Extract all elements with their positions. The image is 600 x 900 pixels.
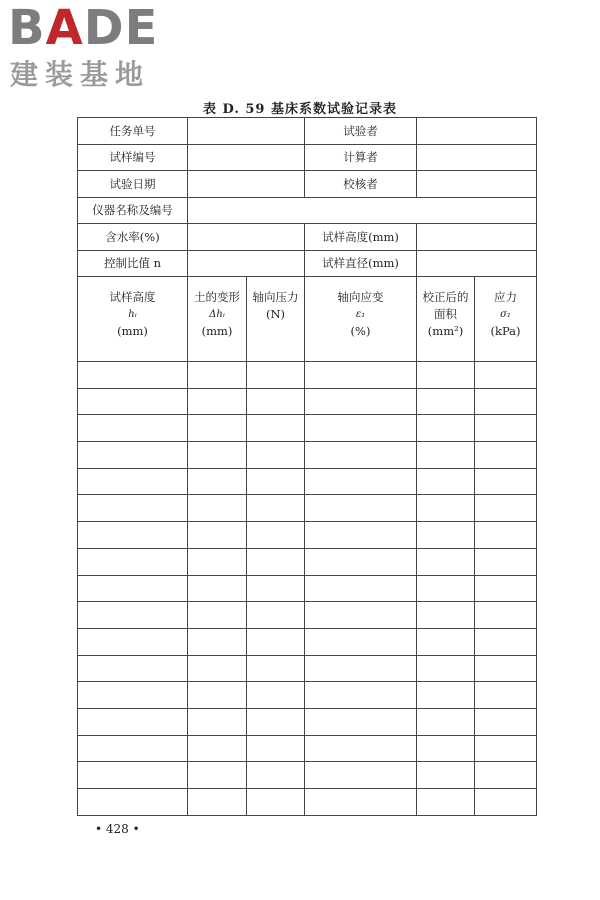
table-cell[interactable] xyxy=(305,575,417,602)
col-header-stress: 应力 σ₁ (kPa) xyxy=(475,277,537,362)
table-cell[interactable] xyxy=(188,789,247,816)
logo-subtitle: 建装基地 xyxy=(10,58,151,91)
col-header-axial-force: 轴向压力 (N) xyxy=(247,277,305,362)
table-cell[interactable] xyxy=(417,708,475,735)
table-cell[interactable] xyxy=(475,789,537,816)
table-cell[interactable] xyxy=(78,442,188,469)
table-cell[interactable] xyxy=(417,735,475,762)
table-cell[interactable] xyxy=(78,789,188,816)
table-row xyxy=(78,362,537,389)
table-cell[interactable] xyxy=(475,682,537,709)
table-cell[interactable] xyxy=(305,655,417,682)
table-cell[interactable] xyxy=(188,762,247,789)
calculator-label: 计算者 xyxy=(305,144,417,171)
test-date-label: 试验日期 xyxy=(78,171,188,198)
table-cell[interactable] xyxy=(305,628,417,655)
sample-diameter-field[interactable] xyxy=(417,250,537,277)
table-cell[interactable] xyxy=(417,575,475,602)
table-cell[interactable] xyxy=(475,628,537,655)
table-cell[interactable] xyxy=(417,388,475,415)
table-cell[interactable] xyxy=(475,362,537,389)
table-cell[interactable] xyxy=(78,762,188,789)
table-cell[interactable] xyxy=(188,602,247,629)
table-cell[interactable] xyxy=(475,735,537,762)
table-cell[interactable] xyxy=(305,362,417,389)
table-cell[interactable] xyxy=(247,522,305,549)
table-cell[interactable] xyxy=(475,602,537,629)
table-cell[interactable] xyxy=(417,362,475,389)
table-cell[interactable] xyxy=(188,548,247,575)
sample-no-label: 试样编号 xyxy=(78,144,188,171)
table-cell[interactable] xyxy=(417,415,475,442)
table-cell[interactable] xyxy=(247,548,305,575)
table-cell[interactable] xyxy=(78,362,188,389)
checker-label: 校核者 xyxy=(305,171,417,198)
table-row xyxy=(78,789,537,816)
table-cell[interactable] xyxy=(78,708,188,735)
table-cell[interactable] xyxy=(247,495,305,522)
table-row xyxy=(78,415,537,442)
table-cell[interactable] xyxy=(475,708,537,735)
table-row xyxy=(78,522,537,549)
table-cell[interactable] xyxy=(188,388,247,415)
col-header-sample-height: 试样高度 hᵢ (mm) xyxy=(78,277,188,362)
instrument-field[interactable] xyxy=(188,197,537,224)
table-cell[interactable] xyxy=(78,602,188,629)
table-row xyxy=(78,548,537,575)
table-cell[interactable] xyxy=(417,442,475,469)
table-cell[interactable] xyxy=(78,388,188,415)
table-cell[interactable] xyxy=(305,735,417,762)
table-cell[interactable] xyxy=(78,468,188,495)
table-cell[interactable] xyxy=(78,415,188,442)
table-cell[interactable] xyxy=(247,708,305,735)
table-cell[interactable] xyxy=(417,789,475,816)
sample-diameter-label: 试样直径(mm) xyxy=(305,250,417,277)
table-cell[interactable] xyxy=(475,468,537,495)
table-cell[interactable] xyxy=(247,362,305,389)
data-rows xyxy=(78,362,537,816)
meta-row-task xyxy=(78,118,537,145)
table-cell[interactable] xyxy=(247,628,305,655)
table-cell[interactable] xyxy=(188,655,247,682)
table-cell[interactable] xyxy=(188,362,247,389)
table-row xyxy=(78,708,537,735)
table-cell[interactable] xyxy=(475,442,537,469)
table-cell[interactable] xyxy=(475,575,537,602)
table-row xyxy=(78,735,537,762)
table-cell[interactable] xyxy=(475,388,537,415)
table-row xyxy=(78,575,537,602)
table-cell[interactable] xyxy=(188,468,247,495)
meta-row-moisture xyxy=(78,224,537,251)
control-ratio-field[interactable] xyxy=(188,250,305,277)
table-cell[interactable] xyxy=(475,548,537,575)
test-date-field[interactable] xyxy=(188,171,305,198)
table-cell[interactable] xyxy=(78,735,188,762)
table-cell[interactable] xyxy=(247,468,305,495)
table-cell[interactable] xyxy=(188,628,247,655)
table-cell[interactable] xyxy=(188,495,247,522)
table-cell[interactable] xyxy=(475,495,537,522)
sample-height-label: 试样高度(mm) xyxy=(305,224,417,251)
meta-row-control xyxy=(78,250,537,277)
table-row xyxy=(78,762,537,789)
table-cell[interactable] xyxy=(475,522,537,549)
table-row xyxy=(78,388,537,415)
table-cell[interactable] xyxy=(188,682,247,709)
table-cell[interactable] xyxy=(188,442,247,469)
table-cell[interactable] xyxy=(305,415,417,442)
task-no-label: 任务单号 xyxy=(78,118,188,145)
logo-wordmark: BADE xyxy=(8,0,159,56)
table-cell[interactable] xyxy=(305,708,417,735)
tester-field[interactable] xyxy=(417,118,537,145)
calculator-field[interactable] xyxy=(417,144,537,171)
table-cell[interactable] xyxy=(417,655,475,682)
table-cell[interactable] xyxy=(78,495,188,522)
meta-row-date xyxy=(78,171,537,198)
table-cell[interactable] xyxy=(247,762,305,789)
table-cell[interactable] xyxy=(417,602,475,629)
table-row xyxy=(78,468,537,495)
table-cell[interactable] xyxy=(78,682,188,709)
control-ratio-label: 控制比值 n xyxy=(78,250,188,277)
table-cell[interactable] xyxy=(78,628,188,655)
table-cell[interactable] xyxy=(78,548,188,575)
table-title: 表 D. 59 基床系数试验记录表 xyxy=(202,102,397,117)
table-cell[interactable] xyxy=(475,655,537,682)
table-cell[interactable] xyxy=(475,415,537,442)
table-cell[interactable] xyxy=(188,575,247,602)
table-cell[interactable] xyxy=(247,602,305,629)
table-cell[interactable] xyxy=(305,682,417,709)
moisture-label: 含水率(%) xyxy=(78,224,188,251)
table-cell[interactable] xyxy=(188,708,247,735)
table-cell[interactable] xyxy=(475,762,537,789)
table-row xyxy=(78,682,537,709)
sample-no-field[interactable] xyxy=(188,144,305,171)
table-cell[interactable] xyxy=(247,789,305,816)
table-cell[interactable] xyxy=(78,655,188,682)
table-cell[interactable] xyxy=(247,442,305,469)
col-header-deformation: 土的变形 Δhᵢ (mm) xyxy=(188,277,247,362)
meta-row-sample xyxy=(78,144,537,171)
table-cell[interactable] xyxy=(305,602,417,629)
sample-height-field[interactable] xyxy=(417,224,537,251)
table-cell[interactable] xyxy=(247,575,305,602)
page-number: • 428 • xyxy=(95,822,140,836)
table-cell[interactable] xyxy=(305,762,417,789)
table-cell[interactable] xyxy=(305,468,417,495)
table-row xyxy=(78,442,537,469)
table-cell[interactable] xyxy=(417,682,475,709)
table-cell[interactable] xyxy=(247,655,305,682)
table-row xyxy=(78,495,537,522)
table-row xyxy=(78,628,537,655)
column-header-row xyxy=(78,277,537,362)
table-cell[interactable] xyxy=(78,522,188,549)
table-row xyxy=(78,655,537,682)
table-cell[interactable] xyxy=(305,789,417,816)
table-cell[interactable] xyxy=(417,522,475,549)
task-no-field[interactable] xyxy=(188,118,305,145)
table-cell[interactable] xyxy=(305,548,417,575)
table-cell[interactable] xyxy=(247,682,305,709)
tester-label: 试验者 xyxy=(305,118,417,145)
table-cell[interactable] xyxy=(305,442,417,469)
table-cell[interactable] xyxy=(188,735,247,762)
table-cell[interactable] xyxy=(247,415,305,442)
table-cell[interactable] xyxy=(305,388,417,415)
table-cell[interactable] xyxy=(417,468,475,495)
table-cell[interactable] xyxy=(305,495,417,522)
table-cell[interactable] xyxy=(417,628,475,655)
table-cell[interactable] xyxy=(417,762,475,789)
table-cell[interactable] xyxy=(247,388,305,415)
table-cell[interactable] xyxy=(417,495,475,522)
bade-logo xyxy=(8,0,178,96)
table-cell[interactable] xyxy=(188,522,247,549)
table-cell[interactable] xyxy=(247,735,305,762)
table-cell[interactable] xyxy=(188,415,247,442)
meta-row-instrument xyxy=(78,197,537,224)
table-cell[interactable] xyxy=(417,548,475,575)
col-header-corrected-area: 校正后的 面积 (mm²) xyxy=(417,277,475,362)
moisture-field[interactable] xyxy=(188,224,305,251)
table-cell[interactable] xyxy=(305,522,417,549)
col-header-axial-strain: 轴向应变 ε₁ (%) xyxy=(305,277,417,362)
table-row xyxy=(78,602,537,629)
record-table xyxy=(77,117,537,816)
instrument-label: 仪器名称及编号 xyxy=(78,197,188,224)
checker-field[interactable] xyxy=(417,171,537,198)
table-cell[interactable] xyxy=(78,575,188,602)
